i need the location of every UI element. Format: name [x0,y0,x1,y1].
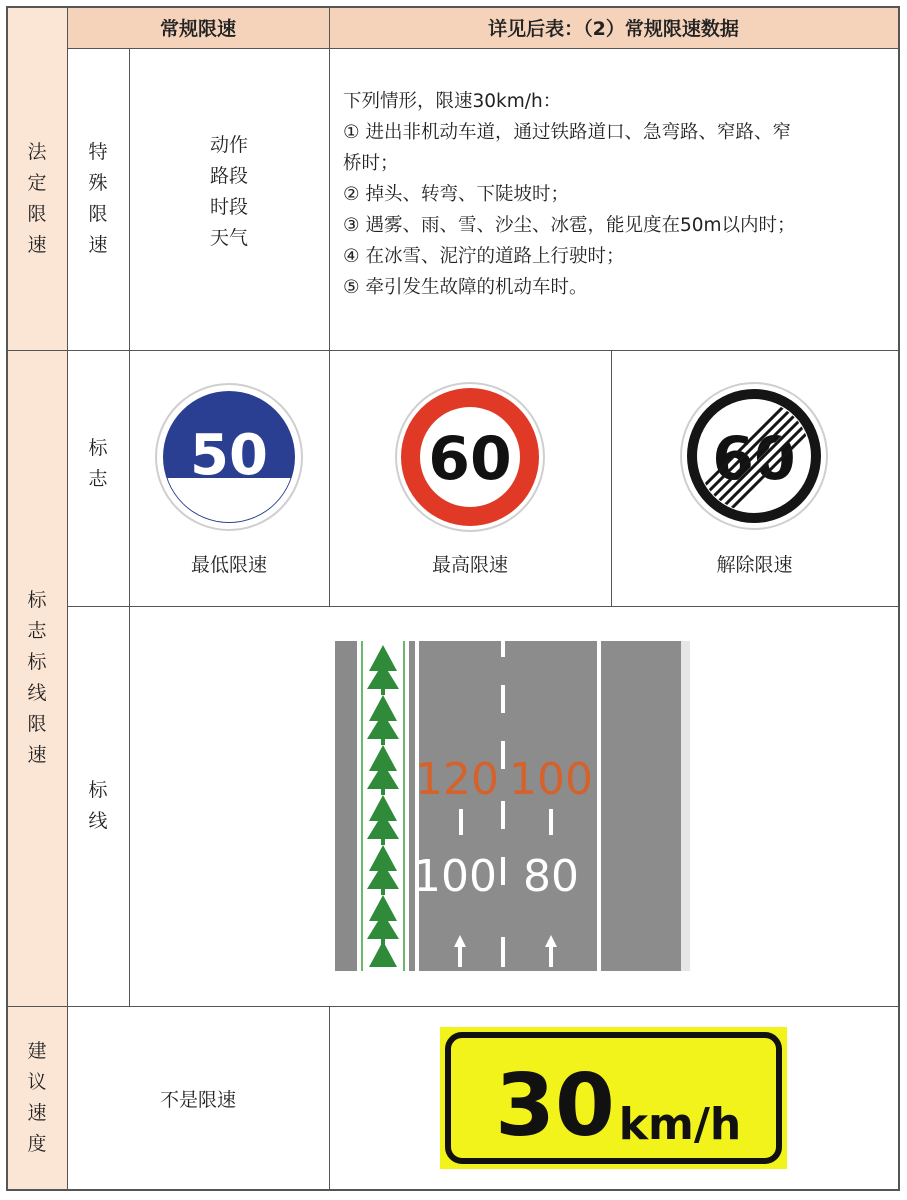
rule-line: ④ 在冰雪、泥泞的道路上行驶时； [343,246,625,267]
divider [329,6,330,350]
table-border-right [898,6,900,1191]
divider [67,48,899,49]
header-see-table: 详见后表：（2）常规限速数据 [488,18,739,40]
divider [329,1006,330,1190]
label-char: 特 [88,141,108,163]
condition-item: 天气 [209,227,248,249]
label-char: 标 [88,779,108,801]
end-limit-sign-icon [679,381,829,531]
advisory-unit: km/h [618,1099,742,1150]
rule-line: ① 进出非机动车道，通过铁路道口、急弯路、窄路、窄 [343,122,791,143]
advisory-speed-label [7,1006,67,1190]
max-speed-cell [329,350,611,606]
road-marking-cell [129,606,898,1006]
label-char: 速 [27,234,47,256]
divider [611,350,612,606]
lane-speed-lower-right: 80 [523,851,579,902]
advisory-sign-icon [440,1027,787,1169]
label-char: 定 [27,172,47,194]
label-char: 线 [88,810,108,832]
min-speed-number: 50 [190,423,268,488]
max-speed-caption: 最高限速 [431,554,508,576]
label-char: 标 [27,651,47,673]
label-char: 速 [88,234,108,256]
label-char: 标 [27,589,47,611]
advisory-number: 30 [495,1056,615,1156]
lane-speed-upper-right: 100 [509,754,593,805]
label-char: 殊 [88,172,108,194]
table-border-bottom [6,1189,899,1191]
signs-marking-label [7,350,67,1006]
min-speed-cell [129,350,329,606]
header-regular-label: 常规限速 [159,18,236,40]
rule-line: ③ 遇雾、雨、雪、沙尘、冰雹，能见度在50m以内时； [343,215,796,236]
label-char: 法 [27,141,47,163]
divider [6,350,899,351]
divider [6,1006,899,1007]
rules-title: 下列情形，限速30km/h： [343,91,562,112]
label-char: 线 [27,682,47,704]
rules-text [329,48,898,350]
advisory-sign-cell [329,1006,898,1190]
label-char: 度 [27,1133,47,1155]
special-limit-label [67,48,129,350]
lane-speed-upper-left: 120 [415,754,499,805]
condition-item: 时段 [209,196,248,218]
label-char: 限 [27,203,47,225]
label-char: 标 [88,437,108,459]
table-border-left [6,6,8,1191]
divider [67,606,899,607]
rule-line: ② 掉头、转弯、下陡坡时； [343,184,569,205]
divider [67,6,68,1191]
label-char: 限 [88,203,108,225]
end-limit-number: 60 [712,424,796,494]
condition-item: 动作 [209,134,248,156]
label-char: 限 [27,713,47,735]
legal-limit-label [7,48,67,350]
label-char: 建 [27,1040,47,1062]
divider [129,48,130,1006]
label-char: 志 [27,620,47,642]
lane-speed-lower-left: 100 [413,851,497,902]
min-speed-caption: 最低限速 [190,554,267,576]
rule-line: ⑤ 牵引发生故障的机动车时。 [343,277,588,298]
label-char: 议 [27,1071,47,1093]
sign-label [67,350,129,606]
max-speed-sign-icon [394,381,546,533]
divider [329,350,330,606]
label-char: 速 [27,744,47,766]
condition-item: 路段 [209,165,248,187]
min-speed-sign-icon [154,382,304,532]
end-limit-cell [611,350,898,606]
label-char: 志 [88,468,108,490]
max-speed-number: 60 [428,424,512,494]
rule-line: 桥时； [343,153,399,174]
label-char: 速 [27,1102,47,1124]
not-speed-limit-text: 不是限速 [159,1088,236,1111]
condition-list [129,48,329,350]
end-limit-caption: 解除限速 [716,554,793,576]
table-border-top [6,6,899,8]
road-marking-image [335,641,690,971]
marking-label [67,606,129,1006]
